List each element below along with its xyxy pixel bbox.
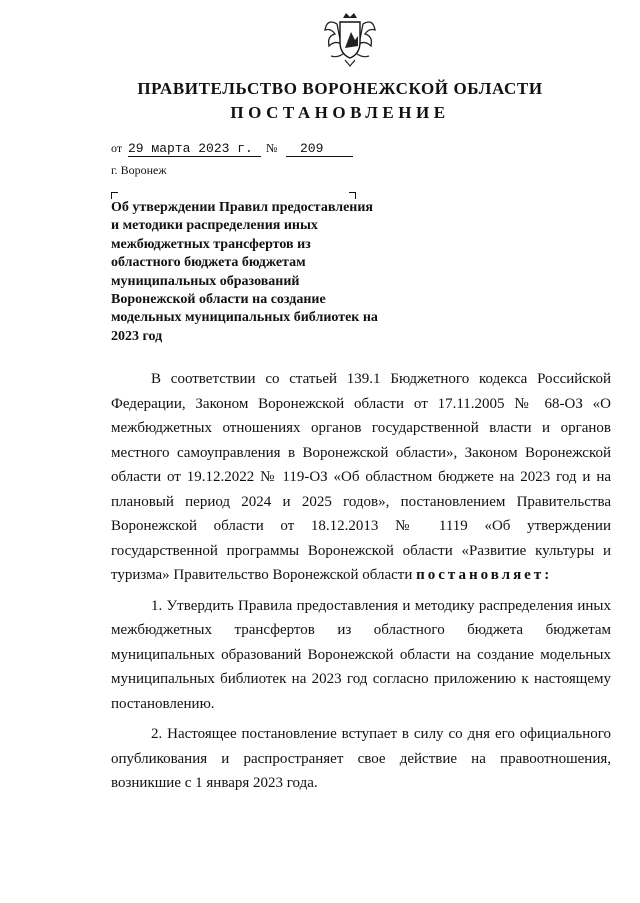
number-prefix: № (266, 141, 278, 155)
date-number-line (111, 138, 371, 158)
document-subject: Об утверждении Правил предоставления и методики распределения иных межбюджетных трансфертов из областного бюджета бюджетам муниципальных образований Воронежской области на создание модельных муниципальных библиотек на 2023 год (111, 200, 378, 344)
date-prefix: от (111, 141, 123, 155)
document-number: 209 (286, 141, 353, 157)
preamble-text: В соответствии со статьей 139.1 Бюджетного кодекса Российской Федерации, Законом Воронежской области от 17.11.2005 № 68-ОЗ «О межбюджетных отношениях органов государственной власти и органов местного самоуправления в Воронежской области», Законом Воронежской области от 19.12.2022 № 119-ОЗ «Об областном бюджете на 2023 год и на плановый период 2024 и 2025 годов», постановлением Правительства Воронежской области от 18.12.2013 № 1119 «Об утверждении государственной программы Воронежской области «Развитие культуры и туризма» Правительство Воронежской области (111, 371, 611, 583)
coat-of-arms-icon (323, 10, 377, 68)
preamble-paragraph (111, 367, 611, 588)
city: г. Воронеж (111, 163, 167, 177)
subject-corner-right (349, 192, 356, 199)
government-title: ПРАВИТЕЛЬСТВО ВОРОНЕЖСКОЙ ОБЛАСТИ (137, 79, 543, 98)
subject-corner-left (111, 192, 118, 199)
document-date: 29 марта 2023 г. (128, 141, 261, 157)
decree-word: постановляет: (416, 567, 553, 583)
document-type: ПОСТАНОВЛЕНИЕ (230, 103, 450, 122)
list-item: 2. Настоящее постановление вступает в силу со дня его официального опубликования и распространяет свое действие на правоотношения, возникшие с 1 января 2023 года. (111, 726, 611, 791)
list-item: 1. Утвердить Правила предоставления и методику распределения иных межбюджетных трансфертов из областного бюджета бюджетам муниципальных образований Воронежской области на создание модельных муниципальных библиотек на 2023 год согласно приложению к настоящему постановлению. (111, 597, 611, 712)
document-body (111, 367, 611, 796)
